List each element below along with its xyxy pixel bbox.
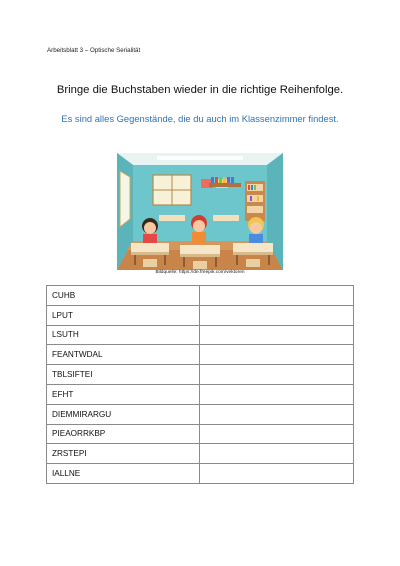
scrambled-words-table	[46, 285, 354, 484]
scrambled-word: DIEMMIRARGU	[47, 404, 200, 424]
table-row	[47, 305, 354, 325]
table-row	[47, 424, 354, 444]
table-row	[47, 345, 354, 365]
table-row	[47, 365, 354, 385]
page-title: Bringe die Buchstaben wieder in die richtige Reihenfolge.	[56, 84, 344, 96]
answer-cell[interactable]	[200, 424, 354, 444]
classroom-illustration	[117, 153, 283, 270]
answer-cell[interactable]	[200, 464, 354, 484]
scrambled-word: CUHB	[47, 286, 200, 306]
answer-cell[interactable]	[200, 365, 354, 385]
answer-cell[interactable]	[200, 325, 354, 345]
table-row	[47, 444, 354, 464]
answer-cell[interactable]	[200, 305, 354, 325]
answer-cell[interactable]	[200, 404, 354, 424]
scrambled-word: IALLNE	[47, 464, 200, 484]
scrambled-word: FEANTWDAL	[47, 345, 200, 365]
answer-cell[interactable]	[200, 345, 354, 365]
answer-cell[interactable]	[200, 384, 354, 404]
answer-cell[interactable]	[200, 286, 354, 306]
scrambled-word: ZRSTEPI	[47, 444, 200, 464]
scrambled-word: TBLSIFTEI	[47, 365, 200, 385]
scrambled-word: LSUTH	[47, 325, 200, 345]
table-row	[47, 286, 354, 306]
table-row	[47, 384, 354, 404]
scrambled-word: PIEAORRKBP	[47, 424, 200, 444]
instruction-subtitle: Es sind alles Gegenstände, die du auch im Klassenzimmer findest.	[61, 113, 339, 124]
scrambled-word: LPUT	[47, 305, 200, 325]
table-row	[47, 464, 354, 484]
image-source-caption: Bildquelle: https://de.freepik.com/vektoren	[155, 270, 245, 275]
answer-cell[interactable]	[200, 444, 354, 464]
worksheet-header: Arbeitsblatt 3 – Optische Serialität	[47, 47, 141, 54]
scrambled-word: EFHT	[47, 384, 200, 404]
table-row	[47, 325, 354, 345]
table-row	[47, 404, 354, 424]
